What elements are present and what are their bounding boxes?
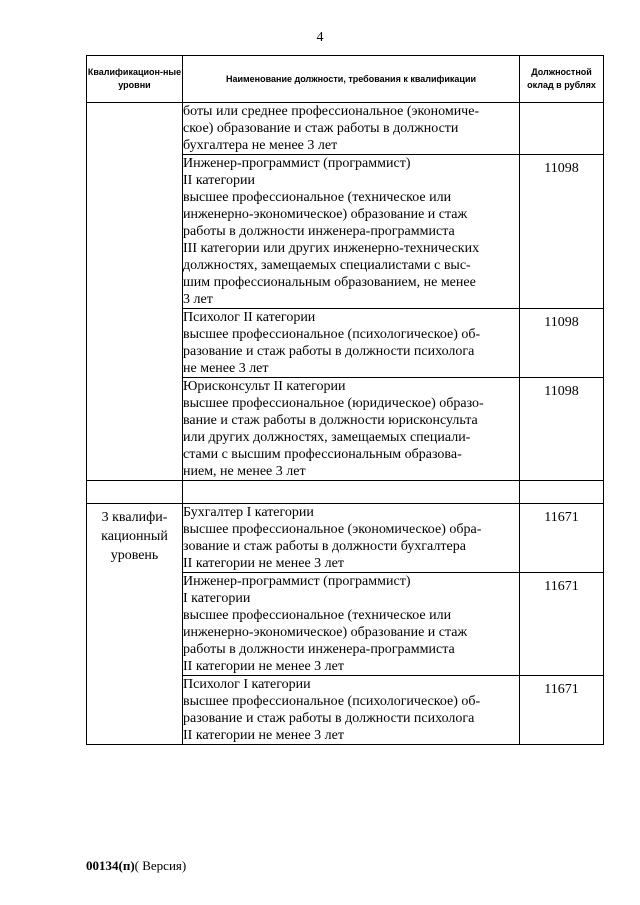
position-line: II категории не менее 3 лет xyxy=(183,556,344,571)
level-line: 3 квалифи- xyxy=(101,510,168,525)
position-line: зование и стаж работы в должности бухгалтера xyxy=(183,539,466,554)
position-line: боты или среднее профессиональное (экономиче- xyxy=(183,104,480,119)
position-line: или других должностях, замещаемых специали- xyxy=(183,430,471,445)
separator-cell xyxy=(520,481,604,504)
position-line: должностях, замещаемых специалистами с выс- xyxy=(183,258,471,273)
document-version: ( Версия) xyxy=(134,858,187,873)
position-cell xyxy=(183,676,520,745)
position-line: III категории или других инженерно-технических xyxy=(183,241,480,256)
position-line: высшее профессиональное (техническое или xyxy=(183,608,452,623)
position-line: высшее профессиональное (психологическое) об- xyxy=(183,327,481,342)
position-line: инженерно-экономическое) образование и стаж xyxy=(183,625,468,640)
salary-cell: 11098 xyxy=(520,155,604,309)
salary-cell: 11671 xyxy=(520,573,604,676)
salary-cell: 11098 xyxy=(520,309,604,378)
table-row xyxy=(87,103,604,155)
salary-cell xyxy=(520,103,604,155)
position-title: Юрисконсульт II категории xyxy=(183,379,346,394)
salary-cell: 11671 xyxy=(520,504,604,573)
position-title: Инженер-программист (программист) xyxy=(183,156,411,171)
position-line: высшее профессиональное (экономическое) обра- xyxy=(183,522,482,537)
level-cell-empty xyxy=(87,103,183,481)
salary-cell: 11671 xyxy=(520,676,604,745)
position-line: разование и стаж работы в должности психолога xyxy=(183,711,475,726)
level-cell xyxy=(87,504,183,745)
page-number: 4 xyxy=(316,30,324,45)
header-position: Наименование должности, требования к квалификации xyxy=(183,56,520,103)
position-title: Психолог II категории xyxy=(183,310,316,325)
separator-cell xyxy=(87,481,183,504)
position-title: I категории xyxy=(183,591,251,606)
position-title: Психолог I категории xyxy=(183,677,311,692)
position-cell xyxy=(183,155,520,309)
position-title: Бухгалтер I категории xyxy=(183,505,314,520)
position-line: не менее 3 лет xyxy=(183,361,269,376)
position-line: высшее профессиональное (психологическое) об- xyxy=(183,694,481,709)
separator-row xyxy=(87,481,604,504)
position-line: высшее профессиональное (юридическое) образо- xyxy=(183,396,484,411)
salary-cell: 11098 xyxy=(520,378,604,481)
qualification-table xyxy=(86,55,604,745)
separator-cell xyxy=(183,481,520,504)
position-line: стами с высшим профессиональным образова- xyxy=(183,447,462,462)
position-line: высшее профессиональное (техническое или xyxy=(183,190,452,205)
position-line: разование и стаж работы в должности психолога xyxy=(183,344,475,359)
position-line: II категории не менее 3 лет xyxy=(183,659,344,674)
position-line: бухгалтера не менее 3 лет xyxy=(183,138,338,153)
position-line: II категории не менее 3 лет xyxy=(183,728,344,743)
position-line: 3 лет xyxy=(183,292,213,307)
position-line: нием, не менее 3 лет xyxy=(183,464,306,479)
table-row xyxy=(87,504,604,573)
document-code: 00134(п) xyxy=(86,858,135,873)
position-cell xyxy=(183,378,520,481)
position-cell xyxy=(183,103,520,155)
position-line: шим профессиональным образованием, не менее xyxy=(183,275,476,290)
level-line: уровень xyxy=(110,548,159,563)
position-cell xyxy=(183,309,520,378)
position-line: инженерно-экономическое) образование и стаж xyxy=(183,207,468,222)
position-title: II категории xyxy=(183,173,255,188)
position-title: Инженер-программист (программист) xyxy=(183,574,411,589)
table-header-row xyxy=(87,56,604,103)
level-line: кационный xyxy=(101,529,168,544)
position-line: вание и стаж работы в должности юрисконсульта xyxy=(183,413,478,428)
header-salary: Должностной оклад в рублях xyxy=(520,56,604,103)
position-line: работы в должности инженера-программиста xyxy=(183,224,455,239)
position-line: работы в должности инженера-программиста xyxy=(183,642,455,657)
position-cell xyxy=(183,573,520,676)
position-line: ское) образование и стаж работы в должности xyxy=(183,121,459,136)
header-level: Квалификацион-ные уровни xyxy=(87,56,183,103)
document-footer xyxy=(86,858,186,874)
position-cell xyxy=(183,504,520,573)
